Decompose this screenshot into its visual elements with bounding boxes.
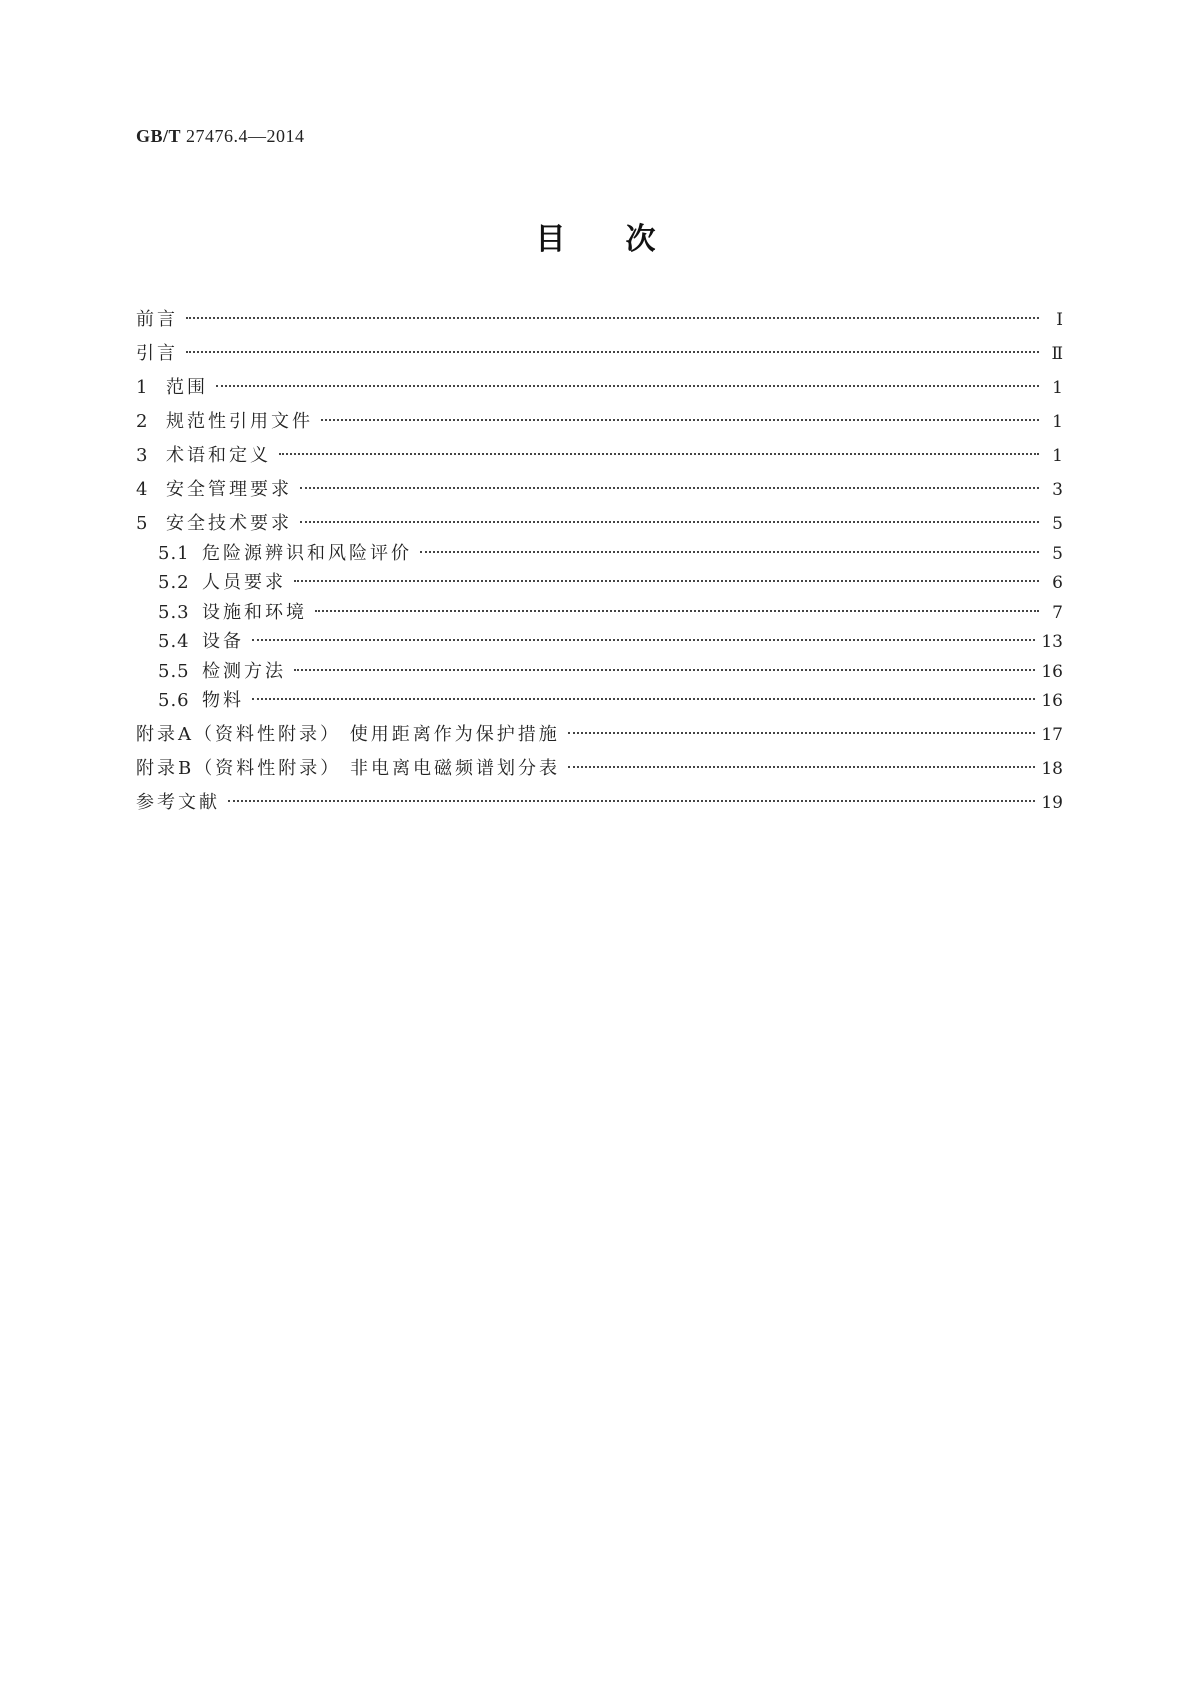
toc-leader-dots [186,317,1039,319]
toc-entry-number: 2 [136,411,149,432]
toc-entry-label: 危险源辨识和风险评价 [202,543,412,564]
toc-entry-page: 17 [1041,725,1063,745]
toc-leader-dots [568,766,1035,768]
toc-leader-dots [216,385,1039,387]
toc-entry-label: 范围 [166,377,208,398]
toc-leader-dots [252,639,1035,641]
toc-entry-number: 5.5 [158,661,190,682]
toc-entry-label: 安全技术要求 [166,513,292,534]
toc-entry-page: 6 [1052,573,1063,593]
toc-leader-dots [300,487,1039,489]
toc-entry-number: 5.2 [158,572,190,593]
toc-leader-dots [321,419,1039,421]
toc-entry-5-4[interactable] [158,629,1063,655]
toc-entry-label: 引言 [136,343,178,364]
standard-code-prefix: GB/T [136,126,182,146]
toc-entry-1[interactable] [136,375,1063,401]
toc-entry-5-5[interactable] [158,659,1063,685]
toc-entry-number: 5 [136,513,149,534]
toc-leader-dots [420,551,1039,553]
toc-entry-label: 设施和环境 [202,602,307,623]
toc-entry-label: 检测方法 [202,661,286,682]
toc-entry-number: 5.3 [158,602,190,623]
toc-entry-page: 1 [1052,378,1063,398]
toc-entry-page: 5 [1052,544,1063,564]
toc-entry-annex-a[interactable] [136,722,1063,748]
toc-entry-page: 1 [1052,412,1063,432]
toc-entry-annex-b[interactable] [136,756,1063,782]
toc-leader-dots [294,580,1039,582]
toc-entry-4[interactable] [136,477,1063,503]
toc-entry-page: 7 [1052,603,1063,623]
toc-entry-foreword[interactable] [136,307,1063,333]
toc-entry-label: 安全管理要求 [166,479,292,500]
toc-entry-5-3[interactable] [158,600,1063,626]
toc-entry-5[interactable] [136,511,1063,537]
toc-entry-label: 规范性引用文件 [166,411,313,432]
toc-entry-label: 前言 [136,309,178,330]
toc-entry-introduction[interactable] [136,341,1063,367]
toc-entry-page: Ⅱ [1051,344,1063,364]
toc-leader-dots [300,521,1039,523]
toc-entry-number: 3 [136,445,149,466]
toc-entry-5-1[interactable] [158,541,1063,567]
toc-entry-label: 附录A（资料性附录） 使用距离作为保护措施 [136,724,560,745]
standard-code-number: 27476.4—2014 [186,126,305,146]
toc-entry-label: 人员要求 [202,572,286,593]
toc-leader-dots [186,351,1039,353]
toc-entry-number: 5.1 [158,543,190,564]
toc-entry-page: 3 [1052,480,1063,500]
toc-entry-5-6[interactable] [158,688,1063,714]
toc-entry-5-2[interactable] [158,570,1063,596]
toc-entry-number: 1 [136,377,149,398]
toc-entry-number: 5.4 [158,631,190,652]
toc-leader-dots [568,732,1036,734]
toc-entry-number: 5.6 [158,690,190,711]
toc-entry-label: 术语和定义 [166,445,271,466]
toc-entry-page: 13 [1041,632,1063,652]
toc-entry-3[interactable] [136,443,1063,469]
toc-entry-label: 设备 [202,631,244,652]
toc-entry-number: 4 [136,479,149,500]
toc-entry-bibliography[interactable] [136,790,1063,816]
toc-entry-page: 1 [1052,446,1063,466]
toc-entry-label: 附录B（资料性附录） 非电离电磁频谱划分表 [136,758,560,779]
toc-entry-page: 19 [1041,793,1063,813]
toc-title: 目次 [535,222,716,257]
toc-entry-label: 物料 [202,690,244,711]
toc-entry-page: Ⅰ [1056,310,1063,330]
toc-leader-dots [315,610,1039,612]
toc-entry-2[interactable] [136,409,1063,435]
toc-entry-label: 参考文献 [136,792,220,813]
toc-leader-dots [252,698,1035,700]
toc-entry-page: 16 [1041,662,1063,682]
toc-leader-dots [294,669,1035,671]
toc-leader-dots [228,800,1035,802]
toc-entry-page: 5 [1052,514,1063,534]
standard-code [136,126,305,147]
toc-entry-page: 16 [1041,691,1063,711]
toc-entry-page: 18 [1041,759,1063,779]
toc-leader-dots [279,453,1039,455]
